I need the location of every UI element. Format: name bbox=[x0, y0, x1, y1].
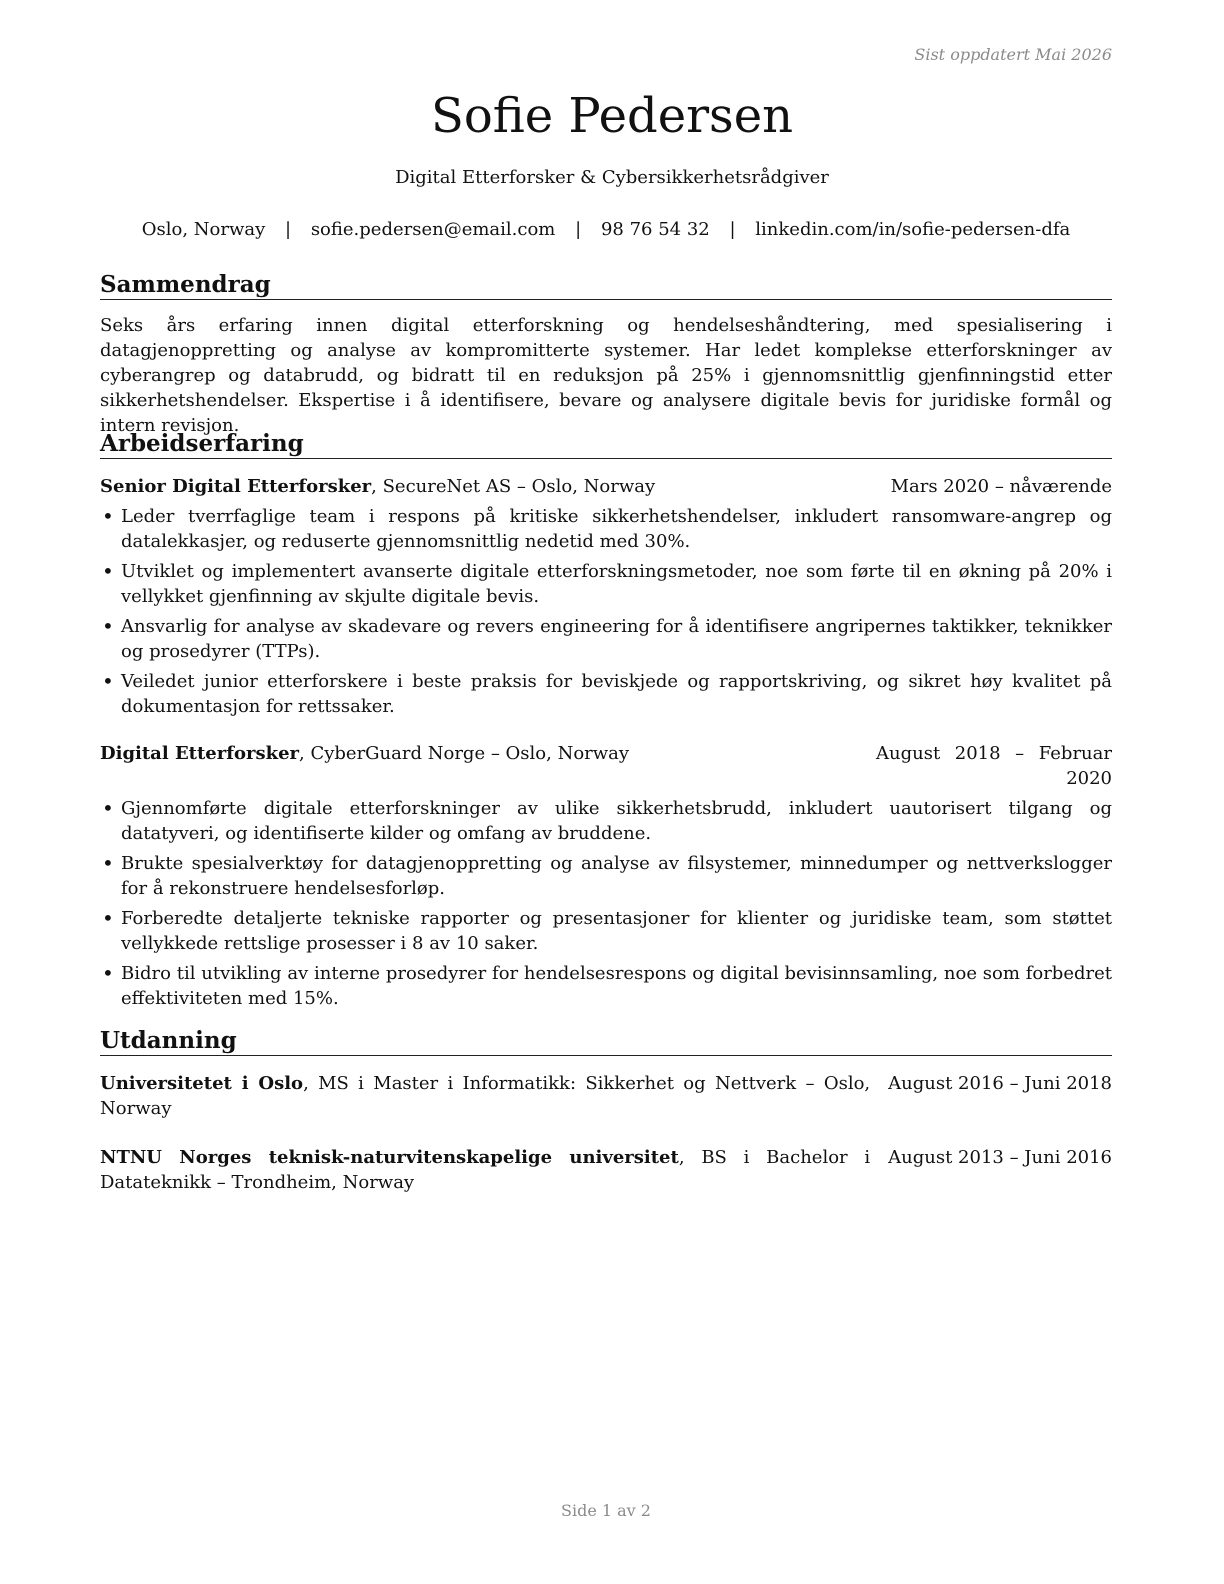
contact-separator: | bbox=[729, 219, 736, 240]
job-header bbox=[100, 474, 1112, 499]
job-role: Digital Etterforsker bbox=[100, 743, 300, 764]
education-degree: , BS i Bachelor i Datateknikk – Trondheim, Norway bbox=[100, 1147, 871, 1193]
job-bullet: • Veiledet junior etterforskere i beste praksis for beviskjede og rapportskriving, og sikret høy kvalitet på dokumentasjon for rettssaker. bbox=[100, 669, 1112, 719]
education-section bbox=[100, 1027, 1112, 1219]
education-line bbox=[100, 1145, 888, 1195]
contact-email[interactable]: sofie.pedersen@email.com bbox=[310, 219, 556, 240]
contact-line bbox=[0, 219, 1212, 240]
experience-section bbox=[100, 430, 1112, 1033]
contact-location: Oslo, Norway bbox=[141, 219, 266, 240]
job-bullet: • Leder tverrfaglige team i respons på kritiske sikkerhetshendelser, inkludert ransomware-angrep og datalekkasjer, og reduserte gjennomsnittlig nedetid med 30%. bbox=[100, 504, 1112, 554]
education-dates: August 2016 – Juni 2018 bbox=[888, 1073, 1112, 1094]
last-updated-note: Sist oppdatert Mai 2026 bbox=[914, 45, 1112, 64]
summary-text: Seks års erfaring innen digital etterforskning og hendelseshåndtering, med spesialisering i datagjenoppretting og analyse av kompromitterte systemer. Har ledet komplekse etterforskninger av cyberangrep og databrudd, og bidratt til en reduksjon på 25% i gjennomsnittlig gjenfinningstid etter sikkerhetshendelser. Ekspertise i å identifisere, bevare og analysere digitale bevis for juridiske formål og intern revisjon. bbox=[100, 315, 1112, 436]
job-dates: August 2018 – Februar 2020 bbox=[876, 743, 1112, 789]
job-bullet: • Utviklet og implementert avanserte digitale etterforskningsmetoder, noe som førte til en økning på 20% i vellykket gjenfinning av skjulte digitale bevis. bbox=[100, 559, 1112, 609]
summary-section bbox=[100, 271, 1112, 438]
job-bullet: • Brukte spesialverktøy for datagjenoppretting og analyse av filsystemer, minnedumper og nettverkslogger for å rekonstruere hendelsesforløp. bbox=[100, 851, 1112, 901]
page-number: Side 1 av 2 bbox=[561, 1501, 651, 1520]
job-bullets bbox=[100, 504, 1112, 719]
education-dates: August 2013 – Juni 2016 bbox=[888, 1147, 1112, 1168]
education-entry bbox=[100, 1145, 1112, 1195]
education-school: NTNU Norges teknisk-naturvitenskapelige universitet bbox=[100, 1147, 679, 1168]
education-entry bbox=[100, 1071, 1112, 1121]
job-company: , CyberGuard Norge – Oslo, Norway bbox=[299, 743, 630, 764]
job-bullet: • Ansvarlig for analyse av skadevare og revers engineering for å identifisere angripernes taktikker, teknikker og prosedyrer (TTPs). bbox=[100, 614, 1112, 664]
education-heading: Utdanning bbox=[100, 1027, 1112, 1056]
job-header bbox=[100, 741, 1112, 791]
contact-linkedin[interactable]: linkedin.com/in/sofie-pedersen-dfa bbox=[755, 219, 1071, 240]
candidate-title: Digital Etterforsker & Cybersikkerhetsrådgiver bbox=[395, 167, 829, 188]
education-line bbox=[100, 1071, 888, 1121]
contact-phone: 98 76 54 32 bbox=[600, 219, 710, 240]
job-title-line bbox=[100, 741, 629, 791]
job-dates: Mars 2020 – nåværende bbox=[890, 476, 1112, 497]
contact-separator: | bbox=[575, 219, 582, 240]
job-bullet: • Bidro til utvikling av interne prosedyrer for hendelsesrespons og digital bevisinnsamling, noe som forbedret effektiviteten med 15%. bbox=[100, 961, 1112, 1011]
job-role: Senior Digital Etterforsker bbox=[100, 476, 372, 497]
experience-heading: Arbeidserfaring bbox=[100, 430, 1112, 459]
job-bullet: • Gjennomførte digitale etterforskninger av ulike sikkerhetsbrudd, inkludert uautorisert tilgang og datatyveri, og identifiserte kilder og omfang av bruddene. bbox=[100, 796, 1112, 846]
summary-heading: Sammendrag bbox=[100, 271, 1112, 300]
job-bullet: • Forberedte detaljerte tekniske rapporter og presentasjoner for klienter og juridiske team, som støttet vellykkede rettslige prosesser i 8 av 10 saker. bbox=[100, 906, 1112, 956]
contact-separator: | bbox=[285, 219, 292, 240]
job-bullets bbox=[100, 796, 1112, 1011]
job-title-line bbox=[100, 474, 655, 499]
candidate-name: Sofie Pedersen bbox=[430, 88, 794, 144]
education-school: Universitetet i Oslo bbox=[100, 1073, 304, 1094]
job-entry bbox=[100, 474, 1112, 719]
education-degree: , MS i Master i Informatikk: Sikkerhet og Nettverk – Oslo, Norway bbox=[100, 1073, 871, 1119]
job-company: , SecureNet AS – Oslo, Norway bbox=[371, 476, 656, 497]
job-entry bbox=[100, 741, 1112, 1011]
